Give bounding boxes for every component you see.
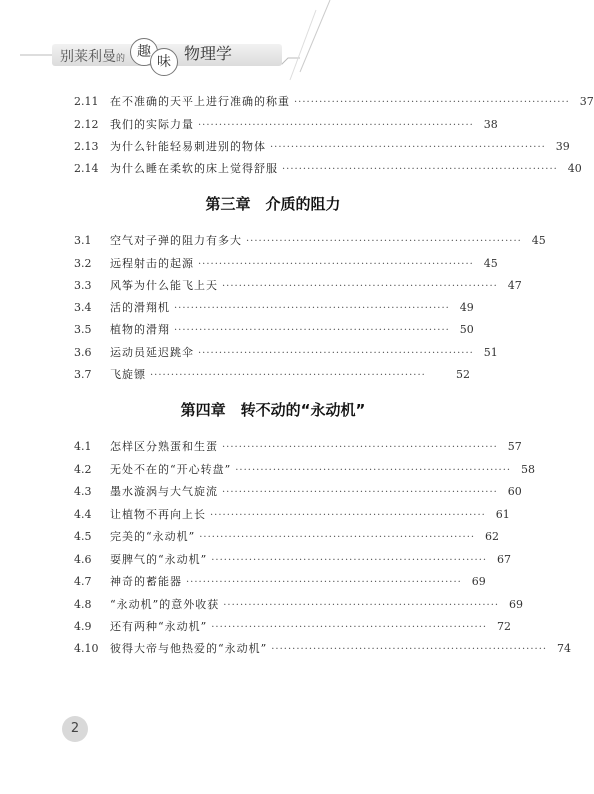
toc-entry[interactable] xyxy=(74,506,510,526)
leader-dots: ·································································· xyxy=(271,644,548,655)
entry-title: 植物的滑翔 xyxy=(110,323,170,336)
entry-title: 在不准确的天平上进行准确的称重 xyxy=(110,95,290,108)
leader-dots: ·································································· xyxy=(222,442,498,453)
toc-entry[interactable] xyxy=(74,618,512,638)
leader-dots: ·································································· xyxy=(282,164,558,175)
entry-number: 3.2 xyxy=(74,257,92,270)
toc-entry[interactable] xyxy=(74,528,500,548)
entry-number: 4.2 xyxy=(74,463,92,476)
entry-title: 怎样区分熟蛋和生蛋 xyxy=(110,440,218,453)
page-number: 2 xyxy=(62,716,88,742)
entry-page: 67 xyxy=(497,553,512,566)
entry-title: 为什么针能轻易刺进别的物体 xyxy=(110,140,266,153)
entry-number: 4.7 xyxy=(74,575,92,588)
entry-page: 47 xyxy=(507,279,522,292)
entry-page: 39 xyxy=(555,140,570,153)
entry-title: 空气对子弹的阻力有多大 xyxy=(110,234,242,247)
entry-number: 2.13 xyxy=(74,140,99,153)
entry-number: 4.10 xyxy=(74,642,99,655)
leader-dots: ·································································· xyxy=(198,348,474,359)
entry-page: 62 xyxy=(485,530,500,543)
entry-number: 3.5 xyxy=(74,323,92,336)
entry-title: “永动机”的意外收获 xyxy=(110,598,220,611)
entry-number: 2.14 xyxy=(74,162,99,175)
entry-title: 墨水漩涡与大气旋流 xyxy=(110,485,218,498)
entry-page: 69 xyxy=(509,598,524,611)
leader-dots: ·································································· xyxy=(186,577,462,588)
toc-entry[interactable] xyxy=(74,573,486,593)
chapter-heading: 第三章 介质的阻力 xyxy=(205,195,341,213)
toc-entry[interactable] xyxy=(74,232,546,252)
toc-entry[interactable] xyxy=(74,596,524,616)
entry-page: 57 xyxy=(507,440,522,453)
book-title: 物理学 xyxy=(184,44,233,63)
entry-number: 3.6 xyxy=(74,346,92,359)
toc-entry[interactable] xyxy=(74,551,512,571)
toc-entry[interactable] xyxy=(74,299,474,319)
entry-title: 无处不在的“开心转盘” xyxy=(110,463,232,476)
toc-entry[interactable] xyxy=(74,138,570,158)
series-name xyxy=(60,46,125,66)
toc-entry[interactable] xyxy=(74,461,536,481)
entry-page: 38 xyxy=(483,118,498,131)
entry-title: 让植物不再向上长 xyxy=(110,508,206,521)
entry-number: 4.8 xyxy=(74,598,92,611)
entry-number: 4.9 xyxy=(74,620,92,633)
toc-entry[interactable] xyxy=(74,483,522,503)
leader-dots: ·································································· xyxy=(222,281,498,292)
entry-page: 72 xyxy=(497,620,512,633)
toc-entry[interactable] xyxy=(74,321,474,341)
entry-number: 4.6 xyxy=(74,553,92,566)
leader-dots: ·································································· xyxy=(270,142,546,153)
entry-title: 为什么睡在柔软的床上觉得舒服 xyxy=(110,162,278,175)
running-header xyxy=(0,0,546,80)
toc-entry[interactable] xyxy=(74,640,572,660)
entry-title: 神奇的蓄能器 xyxy=(110,575,182,588)
entry-page: 60 xyxy=(507,485,522,498)
toc-entry[interactable] xyxy=(74,277,522,297)
leader-dots: ·································································· xyxy=(210,510,486,521)
entry-title: 运动员延迟跳伞 xyxy=(110,346,194,359)
entry-number: 4.1 xyxy=(74,440,92,453)
entry-page: 61 xyxy=(495,508,510,521)
leader-dots: ·································································· xyxy=(150,370,426,381)
entry-title: 远程射击的起源 xyxy=(110,257,194,270)
entry-page: 51 xyxy=(483,346,498,359)
leader-dots: ·································································· xyxy=(198,259,474,270)
entry-number: 2.12 xyxy=(74,118,99,131)
entry-page: 40 xyxy=(567,162,582,175)
entry-number: 3.1 xyxy=(74,234,92,247)
series-author: 别莱利曼 xyxy=(60,49,116,65)
entry-page: 50 xyxy=(459,323,474,336)
toc-entry[interactable] xyxy=(74,255,498,275)
entry-page: 45 xyxy=(531,234,546,247)
entry-number: 3.4 xyxy=(74,301,92,314)
entry-number: 3.3 xyxy=(74,279,92,292)
leader-dots: ·································································· xyxy=(235,465,512,476)
leader-dots: ·································································· xyxy=(174,303,450,314)
entry-page: 49 xyxy=(459,301,474,314)
entry-number: 4.3 xyxy=(74,485,92,498)
toc-entry[interactable] xyxy=(74,93,594,113)
entry-title: 风筝为什么能飞上天 xyxy=(110,279,218,292)
toc-entry[interactable] xyxy=(74,438,522,458)
entry-title: 飞旋镖 xyxy=(110,368,146,381)
leader-dots: ·································································· xyxy=(199,532,476,543)
entry-title: 还有两种“永动机” xyxy=(110,620,208,633)
toc-entry[interactable] xyxy=(74,344,498,364)
entry-title: 彼得大帝与他热爱的“永动机” xyxy=(110,642,268,655)
entry-page: 37 xyxy=(579,95,594,108)
leader-dots: ·································································· xyxy=(211,555,488,566)
entry-page: 58 xyxy=(521,463,536,476)
chapter-heading: 第四章 转不动的“永动机” xyxy=(180,401,366,419)
entry-page: 69 xyxy=(471,575,486,588)
leader-dots: ·································································· xyxy=(174,325,450,336)
entry-number: 2.11 xyxy=(74,95,99,108)
leader-dots: ·································································· xyxy=(222,487,498,498)
entry-page: 74 xyxy=(557,642,572,655)
toc-entry[interactable] xyxy=(74,366,470,386)
leader-dots: ·································································· xyxy=(223,600,500,611)
series-particle: 的 xyxy=(116,54,126,64)
entry-page: 45 xyxy=(483,257,498,270)
leader-dots: ·································································· xyxy=(246,236,522,247)
leader-dots: ·································································· xyxy=(198,120,474,131)
entry-number: 4.4 xyxy=(74,508,92,521)
header-circle-1: 趣 xyxy=(130,38,158,66)
entry-number: 4.5 xyxy=(74,530,92,543)
entry-title: 活的滑翔机 xyxy=(110,301,170,314)
toc-entry[interactable] xyxy=(74,160,582,180)
leader-dots: ·································································· xyxy=(211,622,488,633)
leader-dots: ·································································· xyxy=(294,97,570,108)
entry-title: 耍脾气的“永动机” xyxy=(110,553,208,566)
header-circle-2: 味 xyxy=(150,48,178,76)
entry-page: 52 xyxy=(456,368,470,381)
header-decoration xyxy=(0,0,546,80)
toc-entry[interactable] xyxy=(74,116,498,136)
entry-title: 完美的“永动机” xyxy=(110,530,196,543)
entry-number: 3.7 xyxy=(74,368,92,381)
entry-title: 我们的实际力量 xyxy=(110,118,194,131)
